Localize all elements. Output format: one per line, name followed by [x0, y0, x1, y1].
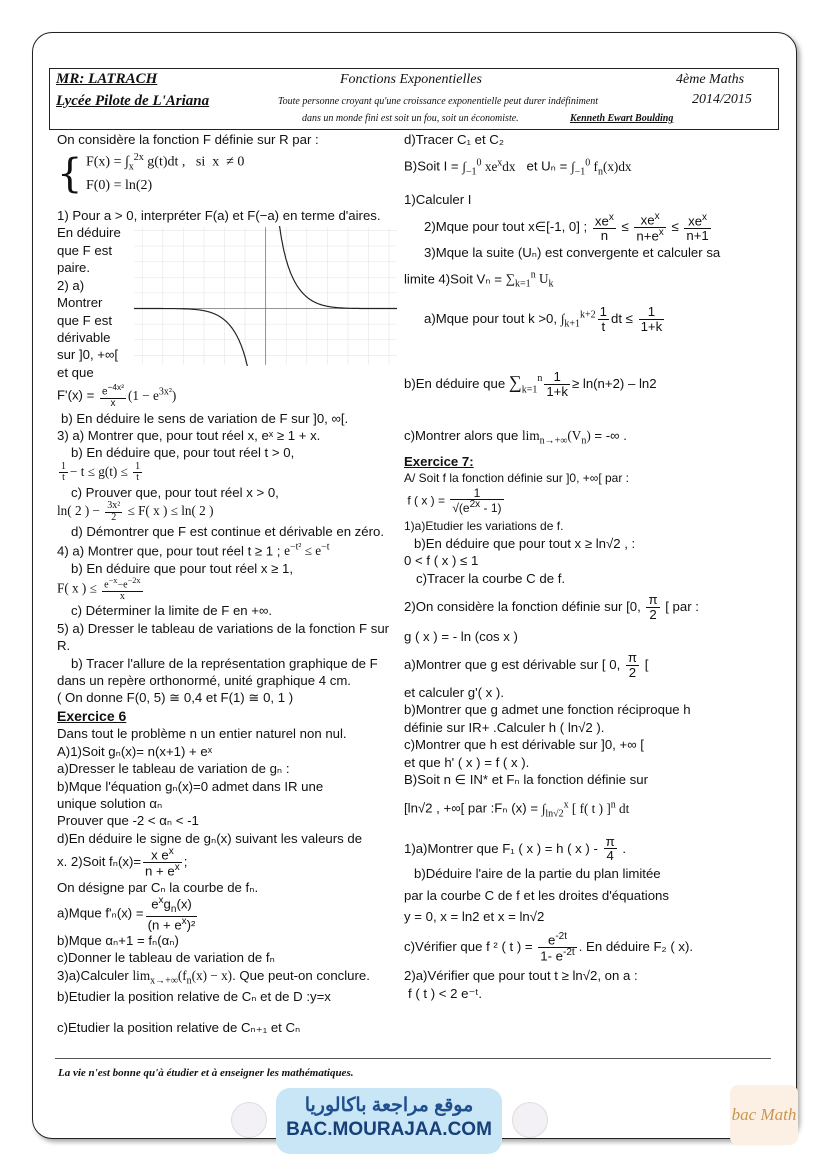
ex6-l: 3)a)Calculer $\lim_{x\to+\infty}(f_n(x) - x)$. Que peut-on conclure. — [57, 967, 370, 987]
footer-rule — [55, 1058, 771, 1059]
r4: 2)Mque pour tout x∈[-1, 0] ; $\frac{xe^x}{n}$ ≤ $\frac{xe^x}{n+e^x}$ ≤ $\frac{xe^x}{n+1}$ — [424, 211, 709, 244]
quote-author: Kenneth Ewart Boulding — [570, 113, 674, 124]
ex6-l-tail: . Que peut-on conclure. — [232, 967, 370, 983]
ex6-b: a)Dresser le tableau de variation de gₙ : — [57, 761, 290, 777]
ex6-n: c)Etudier la position relative de Cₙ₊₁ et Cₙ — [57, 1020, 301, 1036]
r9-text: c)Montrer alors que — [404, 427, 519, 443]
ex7-h: a)Montrer que g est dérivable sur [ 0, $\frac{\pi}{2}$ [ — [404, 650, 649, 680]
q4b-formula: F( x ) ≤ $\frac{e^{-x}-e^{-2x}}{x}$ — [57, 575, 141, 602]
ex7-a: A/ Soit f la fonction définie sur ]0, +∞[ par : — [404, 470, 630, 485]
ex6-m: b)Etudier la position relative de Cₙ et de D :y=x — [57, 988, 331, 1004]
site-url: BAC.MOURAJAA.COM — [286, 1119, 492, 1140]
ex7-c: b)En déduire que pour tout x ≥ ln√2 , : — [414, 535, 636, 551]
ex7-t2-text: En déduire F₂ ( x). — [586, 938, 694, 954]
r8b-text: ≥ ln(n+2) – ln2 — [571, 375, 657, 391]
ex7-t-text: c)Vérifier que f ² ( t ) = — [404, 938, 533, 954]
q3b-formula: $\frac{1}{t}$ − t ≤ g(t) ≤ $\frac{1}{t}$ — [61, 460, 141, 484]
q2a-line: et que — [57, 364, 94, 380]
ex6-a: A)1)Soit gₙ(x)= n(x+1) + eˣ — [57, 743, 213, 759]
doc-title: Fonctions Exponentielles — [340, 72, 482, 87]
r8: b)En déduire que $\sum_{k=1}^n$ $\frac{1}{1+k}$ ≥ ln(n+2) – ln2 — [404, 368, 657, 399]
ex6-f: d)En déduire le signe de gₙ(x) suivant les valeurs de — [57, 830, 363, 846]
q5b: b) Tracer l'allure de la représentation graphique de F dans un repère orthonormé, unité graphique 4 cm. — [57, 655, 378, 688]
r6: limite 4)Soit $V_n = \sum_{k=1}^n$ $U_k$ — [404, 269, 554, 291]
ex6-g: x. 2)Soit fₙ(x)= $\frac{x e^x}{n + e^x}$ ; — [57, 846, 188, 879]
site-banner[interactable] — [276, 1088, 502, 1154]
ex6-k: c)Donner le tableau de variation de fₙ — [57, 950, 275, 966]
ex6-h: On désigne par Cₙ la courbe de fₙ. — [57, 879, 259, 895]
r4-text: 2)Mque pour tout x∈[-1, 0] ; — [424, 219, 588, 235]
ex6-l-text: 3)a)Calculer — [57, 967, 129, 983]
ex7-j: b)Montrer que g admet une fonction réciproque h — [404, 702, 691, 718]
left-column — [57, 131, 397, 1036]
ex7-p-text: 1)a)Montrer que F₁ ( x ) = h ( x ) - — [404, 840, 598, 856]
q2a-line: que F est — [57, 312, 112, 328]
site-name-arabic: موقع مراجعة باكالوريا — [304, 1095, 474, 1116]
graph-of-g — [134, 226, 397, 366]
r7-text: a)Mque pour tout k >0, — [424, 311, 558, 327]
ex6-j: b)Mque αₙ+1 = fₙ(αₙ) — [57, 932, 179, 948]
ex7-l: c)Montrer que h est dérivable sur ]0, +∞ [ — [404, 737, 644, 753]
q3c-formula: ln( 2 ) − $\frac{\text{3x²}}{2}$ ≤ F( x ) ≤ ln( 2 ) — [57, 500, 214, 523]
q3a: 3) a) Montrer que, pour tout réel x, eˣ ≥ 1 + x. — [57, 428, 321, 444]
ex6-c: b)Mque l'équation gₙ(x)=0 admet dans IR une — [57, 778, 324, 794]
r1: d)Tracer C₁ et C₂ — [404, 132, 504, 147]
definition-system: { $F(x) = \int_x^{2x}$ g(t)dt , si x ≠ 0 F(0) = ln(2) — [57, 150, 245, 197]
q4a-text: 4) a) Montrer que, pour tout réel t ≥ 1 ; — [57, 543, 281, 559]
r2b-text: et Uₙ = — [526, 158, 568, 174]
q2b: b) En déduire le sens de variation de F sur ]0, ∞[. — [61, 410, 349, 426]
q1b-line: que F est — [57, 242, 112, 258]
q4a: 4) a) Montrer que, pour tout réel t ≥ 1 ; $e^{-t^2} \le e^{-t}$ — [57, 541, 330, 559]
q1: 1) Pour a > 0, interpréter F(a) et F(−a) en terme d'aires. — [57, 208, 381, 224]
q2a-line: dérivable — [57, 330, 111, 346]
intro: On considère la fonction F définie sur R par : — [57, 132, 319, 147]
curve-branch — [134, 309, 250, 367]
ex7-f-text: 2)On considère la fonction définie sur [0, — [404, 598, 641, 614]
ex7-u: 2)a)Vérifier que pour tout t ≥ ln√2, on a : — [404, 968, 638, 984]
author: MR: LATRACH — [56, 71, 158, 87]
ex6-d: unique solution αₙ — [57, 795, 163, 811]
ex7-i: et calculer g'( x ). — [404, 684, 504, 700]
q3b: b) En déduire que, pour tout réel t > 0, — [71, 445, 295, 461]
q2a-line: sur ]0, +∞[ — [57, 347, 119, 363]
q4c: c) Déterminer la limite de F en +∞. — [71, 603, 273, 619]
school-logo-icon — [231, 1102, 267, 1138]
q2a-line: Montrer — [57, 295, 103, 311]
ex7-r: par la courbe C de f et les droites d'équations — [404, 887, 669, 903]
r8-text: b)En déduire que — [404, 375, 506, 391]
ex7-g: g ( x ) = - ln (cos x ) — [404, 628, 518, 644]
school-logo-icon — [512, 1102, 548, 1138]
r6-text: limite 4)Soit Vₙ = — [404, 271, 502, 287]
year: 2014/2015 — [692, 92, 752, 107]
exercise-6-title: Exercice 6 — [57, 707, 127, 724]
ex6-i-text: a)Mque f'ₙ(x) = — [57, 905, 144, 921]
q3c: c) Prouver que, pour tout réel x > 0, — [71, 484, 279, 500]
footer-motto: La vie n'est bonne qu'à étudier et à enseigner les mathématiques. — [58, 1067, 354, 1079]
q1b-line: En déduire — [57, 225, 121, 241]
q5c: ( On donne F(0, 5) ≅ 0,4 et F(1) ≅ 0, 1 ) — [57, 690, 294, 706]
r2: B)Soit $I = \int_{-1}^0$ $xe^xdx$ et $U_n = \int_{-1}^0$ $f_n(x)dx$ — [404, 157, 632, 178]
f-prime-formula: F'(x) = $\frac{e^{-4x^2}}{x}$ $(1 - e^{3x^2})$ — [57, 382, 177, 410]
ex6-intro: Dans tout le problème n un entier naturel non nul. — [57, 726, 347, 742]
exercise-7-title: Exercice 7: — [404, 454, 474, 470]
ex7-s: y = 0, x = ln2 et x = ln√2 — [404, 909, 545, 925]
right-column — [404, 131, 782, 1002]
r3: 1)Calculer I — [404, 191, 472, 207]
ex7-d: 0 < f ( x ) ≤ 1 — [404, 553, 479, 569]
ex7-f: 2)On considère la fonction définie sur [0, $\frac{\pi}{2}$ [ par : — [404, 592, 699, 622]
ex7-f-def: f ( x ) = $\frac{1}{√(e^{2x} - 1)}$ — [404, 485, 502, 516]
ex7-f2-text: [ par : — [665, 598, 699, 614]
ex6-i: a)Mque f'ₙ(x) = $\frac{e^xg_n(x)}{(n + e^x)^2}$ — [57, 895, 196, 933]
r9: c)Montrer alors que $\lim_{n\to+\infty}(V_n)$ = -∞ . — [404, 427, 627, 447]
q2a-line: 2) a) — [57, 277, 85, 293]
ex7-v: f ( t ) < 2 e⁻ᵗ. — [408, 985, 482, 1001]
quote-line2: dans un monde fini est soit un fou, soit un économiste. — [302, 113, 519, 124]
ex7-b: 1)a)Etudier les variations de f. — [404, 518, 564, 533]
level: 4ème Maths — [676, 72, 745, 87]
ex7-n: B)Soit n ∈ IN* et Fₙ la fonction définie sur — [404, 771, 648, 787]
bac-math-logo: bac Math — [730, 1085, 798, 1145]
q1b-line: paire. — [57, 260, 90, 276]
ex7-t: c)Vérifier que f ² ( t ) = $\frac{e^{-2t}}{1- e^{-2t}}$ . En déduire F₂ ( x). — [404, 930, 694, 964]
school: Lycée Pilote de L'Ariana — [56, 93, 210, 109]
ex7-e: c)Tracer la courbe C de f. — [416, 570, 566, 586]
q5a: 5) a) Dresser le tableau de variations de la fonction F sur R. — [57, 620, 390, 654]
q3d: d) Démontrer que F est continue et dérivable en zéro. — [71, 524, 385, 540]
r2-text: B)Soit I = — [404, 158, 459, 174]
curve-branch — [278, 226, 397, 308]
ex7-o-text: [ln√2 , +∞[ par :Fₙ (x) = — [404, 800, 539, 816]
ex7-p: 1)a)Montrer que F₁ ( x ) = h ( x ) - $\frac{\pi}{4}$ . — [404, 833, 626, 864]
r5: 3)Mque la suite (Uₙ) est convergente et calculer sa — [424, 244, 721, 260]
r9b-text: = -∞ . — [594, 427, 627, 443]
ex7-o: [ln√2 , +∞[ par :Fₙ $(x) = \int_{ln√2}^x$ [ f( t ) ]$^n$ dt — [404, 799, 630, 820]
ex6-e: Prouver que -2 < αₙ < -1 — [57, 813, 199, 829]
quote-line1: Toute personne croyant qu'une croissance exponentielle peut durer indéfiniment — [278, 96, 599, 107]
q4b: b) En déduire que pour tout réel x ≥ 1, — [71, 560, 294, 576]
ex7-m: et que h' ( x ) = f ( x ). — [404, 754, 530, 770]
ex7-q: b)Déduire l'aire de la partie du plan limitée — [414, 866, 661, 882]
r7: a)Mque pour tout k >0, $\int_{k+1}^{k+2}$ $\frac{1}{t}$ dt ≤ $\frac{1}{1+k}$ — [424, 304, 663, 335]
header-box — [49, 68, 779, 130]
ex6-g-text: x. 2)Soit fₙ(x)= — [57, 854, 142, 870]
ex7-k: définie sur IR+ .Calculer h ( ln√2 ). — [404, 719, 605, 735]
ex7-h-text: a)Montrer que g est dérivable sur [ 0, — [404, 656, 621, 672]
